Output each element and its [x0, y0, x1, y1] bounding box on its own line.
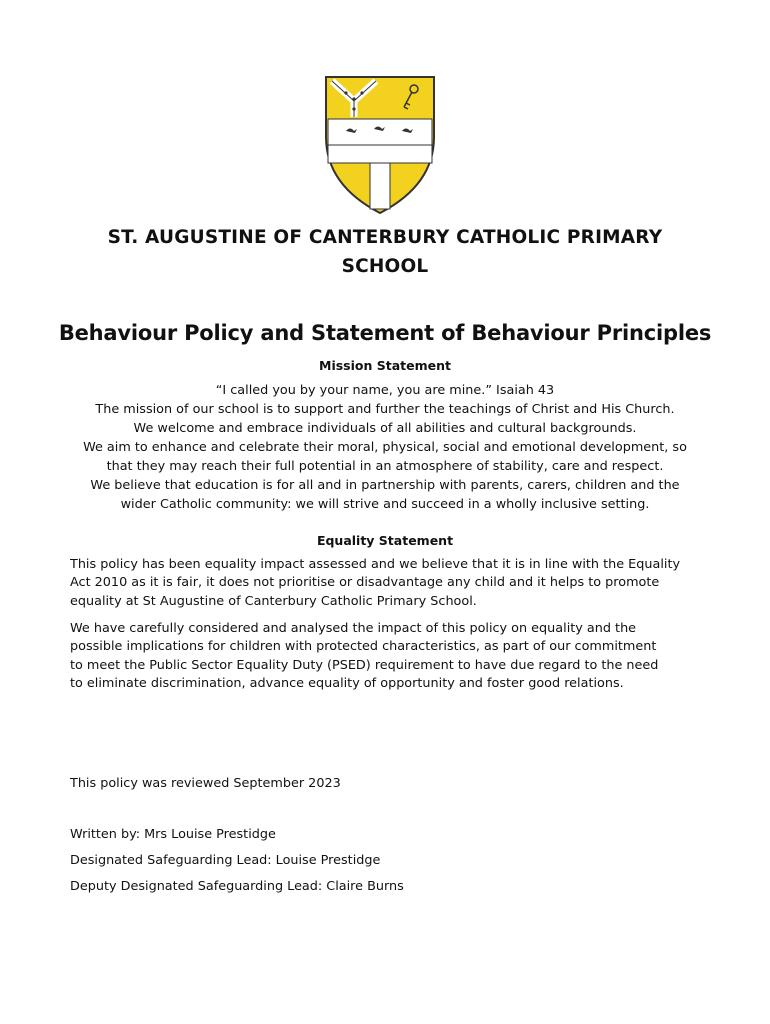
paragraph-line: equality at St Augustine of Canterbury Catholic Primary School.: [70, 593, 477, 609]
deputy-safeguarding-lead: Deputy Designated Safeguarding Lead: Claire Burns: [70, 879, 404, 894]
paragraph-line: This policy has been equality impact assessed and we believe that it is in line with the Equality: [70, 557, 681, 572]
page-title: Behaviour Policy and Statement of Behaviour Principles: [58, 321, 712, 345]
paragraph-line: possible implications for children with protected characteristics, as part of our commitment: [70, 639, 657, 655]
equality-paragraph-1: [70, 556, 710, 611]
mission-heading: Mission Statement: [319, 358, 451, 373]
school-name-line2: SCHOOL: [341, 256, 429, 277]
mission-statement: [50, 381, 720, 514]
mission-line: “I called you by your name, you are mine.” Isaiah 43: [215, 383, 555, 398]
mission-line: We welcome and embrace individuals of all abilities and cultural backgrounds.: [133, 421, 637, 436]
mission-line: that they may reach their full potential in an atmosphere of stability, care and respect.: [106, 459, 664, 474]
mission-line: We aim to enhance and celebrate their moral, physical, social and emotional development, so: [83, 440, 687, 455]
mission-line: We believe that education is for all and in partnership with parents, carers, children and the: [90, 478, 680, 493]
school-name-line1: ST. AUGUSTINE OF CANTERBURY CATHOLIC PRIMARY: [107, 227, 663, 248]
written-by: Written by: Mrs Louise Prestidge: [70, 827, 276, 842]
mission-line: wider Catholic community: we will strive and succeed in a wholly inclusive setting.: [120, 497, 650, 512]
mission-line: The mission of our school is to support and further the teachings of Christ and His Church.: [95, 402, 675, 417]
equality-paragraph-2: [70, 620, 710, 693]
school-crest-shield-icon: [324, 75, 436, 215]
review-date: This policy was reviewed September 2023: [70, 776, 341, 791]
paragraph-line: to meet the Public Sector Equality Duty (PSED) requirement to have due regard to the need: [70, 657, 659, 673]
paragraph-line: We have carefully considered and analysed the impact of this policy on equality and the: [70, 621, 637, 636]
paragraph-line: Act 2010 as it is fair, it does not prioritise or disadvantage any child and it helps to promote: [70, 575, 660, 591]
equality-heading: Equality Statement: [316, 533, 454, 548]
paragraph-line: to eliminate discrimination, advance equality of opportunity and foster good relations.: [70, 675, 624, 691]
designated-safeguarding-lead: Designated Safeguarding Lead: Louise Prestidge: [70, 853, 381, 868]
school-name: [40, 223, 730, 281]
